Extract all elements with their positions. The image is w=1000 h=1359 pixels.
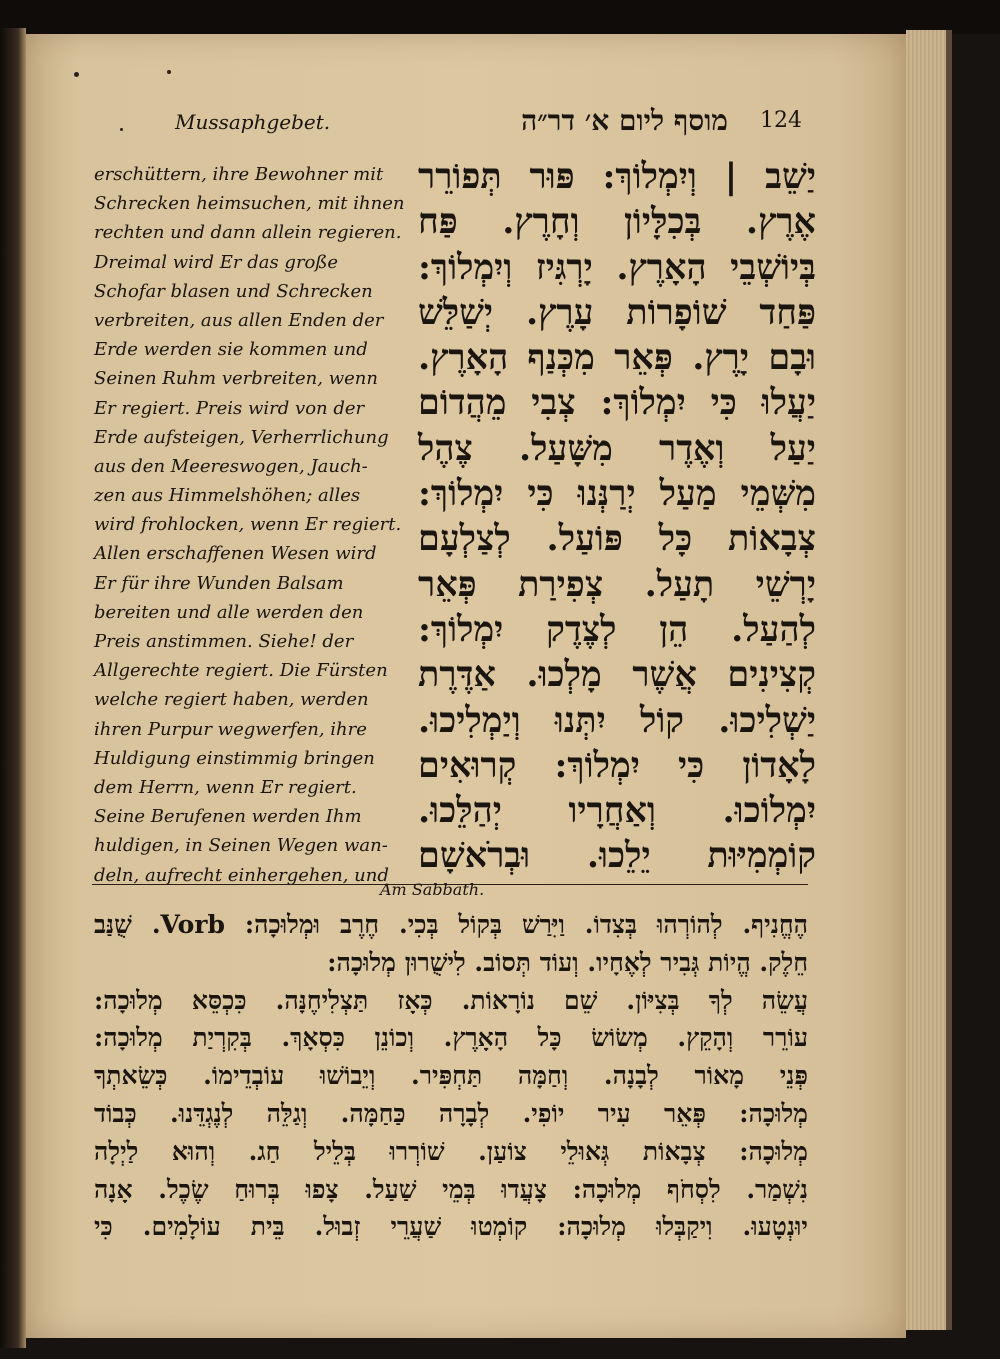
german-line: Schrecken heimsuchen, mit ihnen bbox=[94, 193, 405, 215]
german-line: Schofar blasen und Schrecken bbox=[94, 280, 373, 302]
german-line: welche regiert haben, werden bbox=[94, 689, 369, 711]
german-line: Erde aufsteigen, Verherrlichung bbox=[94, 426, 389, 448]
german-line: Er für ihre Wunden Balsam bbox=[94, 572, 344, 594]
book-gutter bbox=[0, 28, 26, 1348]
sabbath-line: עוֹרֵר וְהָקֵץ. מְשׂוֹשׂ כָּל הָאָרֶץ. וְכוֹנֵן כִּסְאָךְ. בְּקִרְיַת מְלוּכָה: bbox=[94, 1023, 808, 1053]
german-line: Er regiert. Preis wird von der bbox=[94, 397, 365, 419]
hebrew-line: יָרְשֵׁי תָעַל. צְפִירַת פְּאֵר bbox=[418, 563, 816, 605]
hebrew-line: אֶרֶץ. בְּכִלָּיוֹן וְחָרֶץ. פַּח bbox=[418, 201, 816, 243]
german-line: wird frohlocken, wenn Er regiert. bbox=[94, 514, 402, 536]
hebrew-line: לָאָדוֹן כִּי יִמְלוֹךְ: קְרוּאִים bbox=[418, 744, 816, 786]
hebrew-line: בְּיוֹשְׁבֵי הָאָרֶץ. יָרְגִּיז וְיִמְלוֹךְ: bbox=[418, 246, 816, 288]
running-head-german: Mussaphgebet. bbox=[175, 110, 331, 134]
hebrew-line: יַעַל וְאֶדֶר מִשָּׁעַל. צֶהֶל bbox=[418, 427, 816, 469]
german-line: Seine Berufenen werden Ihm bbox=[94, 806, 362, 828]
sabbath-line: מְלוּכָה: פְּאֵר עִיר יוֹפִי. לְבָרָה כַּחַמָּה. וְגַלֵּה לְנֶגְדֵּנוּ. כְּבוֹד bbox=[94, 1098, 808, 1128]
hebrew-prayer-column bbox=[418, 154, 816, 879]
german-line: bereiten und alle werden den bbox=[94, 601, 364, 623]
paper-speck bbox=[120, 128, 123, 131]
sabbath-line: חֵלֶק. הֱיוֹת גְּבִיר לְאֶחָיו. וְעוֹד תְּסוֹב. לִישֻׁרוּן מְלוּכָה: bbox=[327, 947, 808, 977]
running-head-hebrew: מוסף ליום א׳ דר״ה bbox=[521, 104, 728, 137]
german-line: aus den Meereswogen, Jauch- bbox=[94, 455, 368, 477]
hebrew-line: יַשְׁלִיכוּ. קוֹל יִתְּנוּ וְיַמְלִיכוּ. bbox=[418, 699, 816, 741]
german-translation-column bbox=[94, 160, 405, 890]
hebrew-line: יַעֲלוּ כִּי יִמְלוֹךְ: צְבִי מֵהֲדוֹם bbox=[418, 382, 816, 424]
hebrew-line: קְצִינִים אֲשֶׁר מָלְכוּ. אַדֶּרֶת bbox=[418, 654, 816, 696]
sabbath-line: נִשְׁמַר. לִסְחֹף מְלוּכָה: צָעֲדוּ בְּמֵי שַׁעַל. צָפוּ בְּרוּחַ שֶׂכֶל. אָנָה bbox=[94, 1174, 808, 1204]
page-number: 124 bbox=[760, 108, 802, 133]
hebrew-line: יַשֵׁב | וְיִמְלוֹךְ: פּוּר תְּפוֹרֵר bbox=[418, 156, 816, 197]
hebrew-line: קוֹמְמִיּוּת יֵלֵכוּ. וּבְרֹאשָׁם bbox=[418, 835, 816, 877]
german-line: rechten und dann allein regieren. bbox=[94, 222, 402, 244]
hebrew-line: צְבָאוֹת כָּל פּוֹעַל. לְצַלְעָם bbox=[418, 518, 816, 560]
german-line: dem Herrn, wenn Er regiert. bbox=[94, 776, 357, 798]
sabbath-text-block bbox=[94, 906, 808, 1246]
german-line: deln, aufrecht einhergehen, und bbox=[94, 864, 389, 886]
page-edges-stack bbox=[906, 30, 952, 1330]
hebrew-line: לְהַעַל. הֵן לְצֶדֶק יִמְלוֹךְ: bbox=[418, 608, 816, 650]
german-line: ihren Purpur wegwerfen, ihre bbox=[94, 718, 367, 740]
german-line: Erde werden sie kommen und bbox=[94, 339, 368, 361]
sabbath-label: Am Sabbath. bbox=[380, 880, 485, 899]
german-line: huldigen, in Seinen Wegen wan- bbox=[94, 835, 388, 857]
hebrew-line: יִמְלוֹכוּ. וְאַחֲרָיו יְהַלֵּכוּ. bbox=[418, 790, 816, 832]
sabbath-line: יוּנְטָעוּ. וִיקַבְּלוּ מְלוּכָה: קוֹמְטוּ שַׁעֲרֵי זְבוּל. בֵּית עוֹלָמִים. כִּי bbox=[94, 1212, 808, 1242]
german-line: zen aus Himmelshöhen; alles bbox=[94, 485, 361, 507]
sabbath-line: עֲשֵׂה לְךָ בְּצִיּוֹן. שֵׁם נוֹרָאוֹת. כְּאָז תַּצְלִיחֶנָּה. כִּכְסֵּא מְלוּכָה: bbox=[94, 985, 808, 1015]
german-line: Huldigung einstimmig bringen bbox=[94, 747, 375, 769]
german-line: Seinen Ruhm verbreiten, wenn bbox=[94, 368, 378, 390]
paper-speck bbox=[167, 70, 171, 74]
german-line: verbreiten, aus allen Enden der bbox=[94, 309, 384, 331]
hebrew-line: פַּחַד שׁוֹפָרוֹת עָרֶץ. יְשַׁלֵּשׁ bbox=[418, 291, 816, 333]
hebrew-line: וּבָם יָרֶץ. פְּאֵר מִכְּנַף הָאָרֶץ. bbox=[418, 337, 816, 379]
german-line: Allen erschaffenen Wesen wird bbox=[94, 543, 377, 565]
german-line: Dreimal wird Er das große bbox=[94, 251, 339, 273]
paper-speck bbox=[74, 72, 79, 77]
hebrew-line: מִשְּׁמֵי מַעַל יְרַנְּנוּ כִּי יִמְלוֹךְ: bbox=[418, 473, 816, 515]
sabbath-line: הֶחֱנִיף. לְהוֹרְהוּ בְּצִדוֹ. וַיִּרַשׁ בְּקוֹל בְּכִי. חֶרֶב וּמְלוּכָה: Vorb. שֻׁנַּב bbox=[94, 910, 808, 939]
german-line: Allgerechte regiert. Die Fürsten bbox=[94, 660, 388, 682]
german-line: erschüttern, ihre Bewohner mit bbox=[94, 164, 384, 185]
scan-top-border bbox=[0, 0, 1000, 34]
sabbath-line: פְּנֵי מָאוֹר לְבָנָה. וְחַמָּה תַּחְפִּיר. וְיֵבוֹשׁוּ עוֹבְדֵימוֹ. כְּשֵׂאתְךָ bbox=[94, 1061, 808, 1091]
german-line: Preis anstimmen. Siehe! der bbox=[94, 631, 354, 652]
sabbath-line: מְלוּכָה: צְבָאוֹת גְּאוּלֵי צוֹעַן. שׁוֹרְרוּ בְּלֵיל חַג. וְהוּא לַיְלָה bbox=[94, 1136, 808, 1166]
